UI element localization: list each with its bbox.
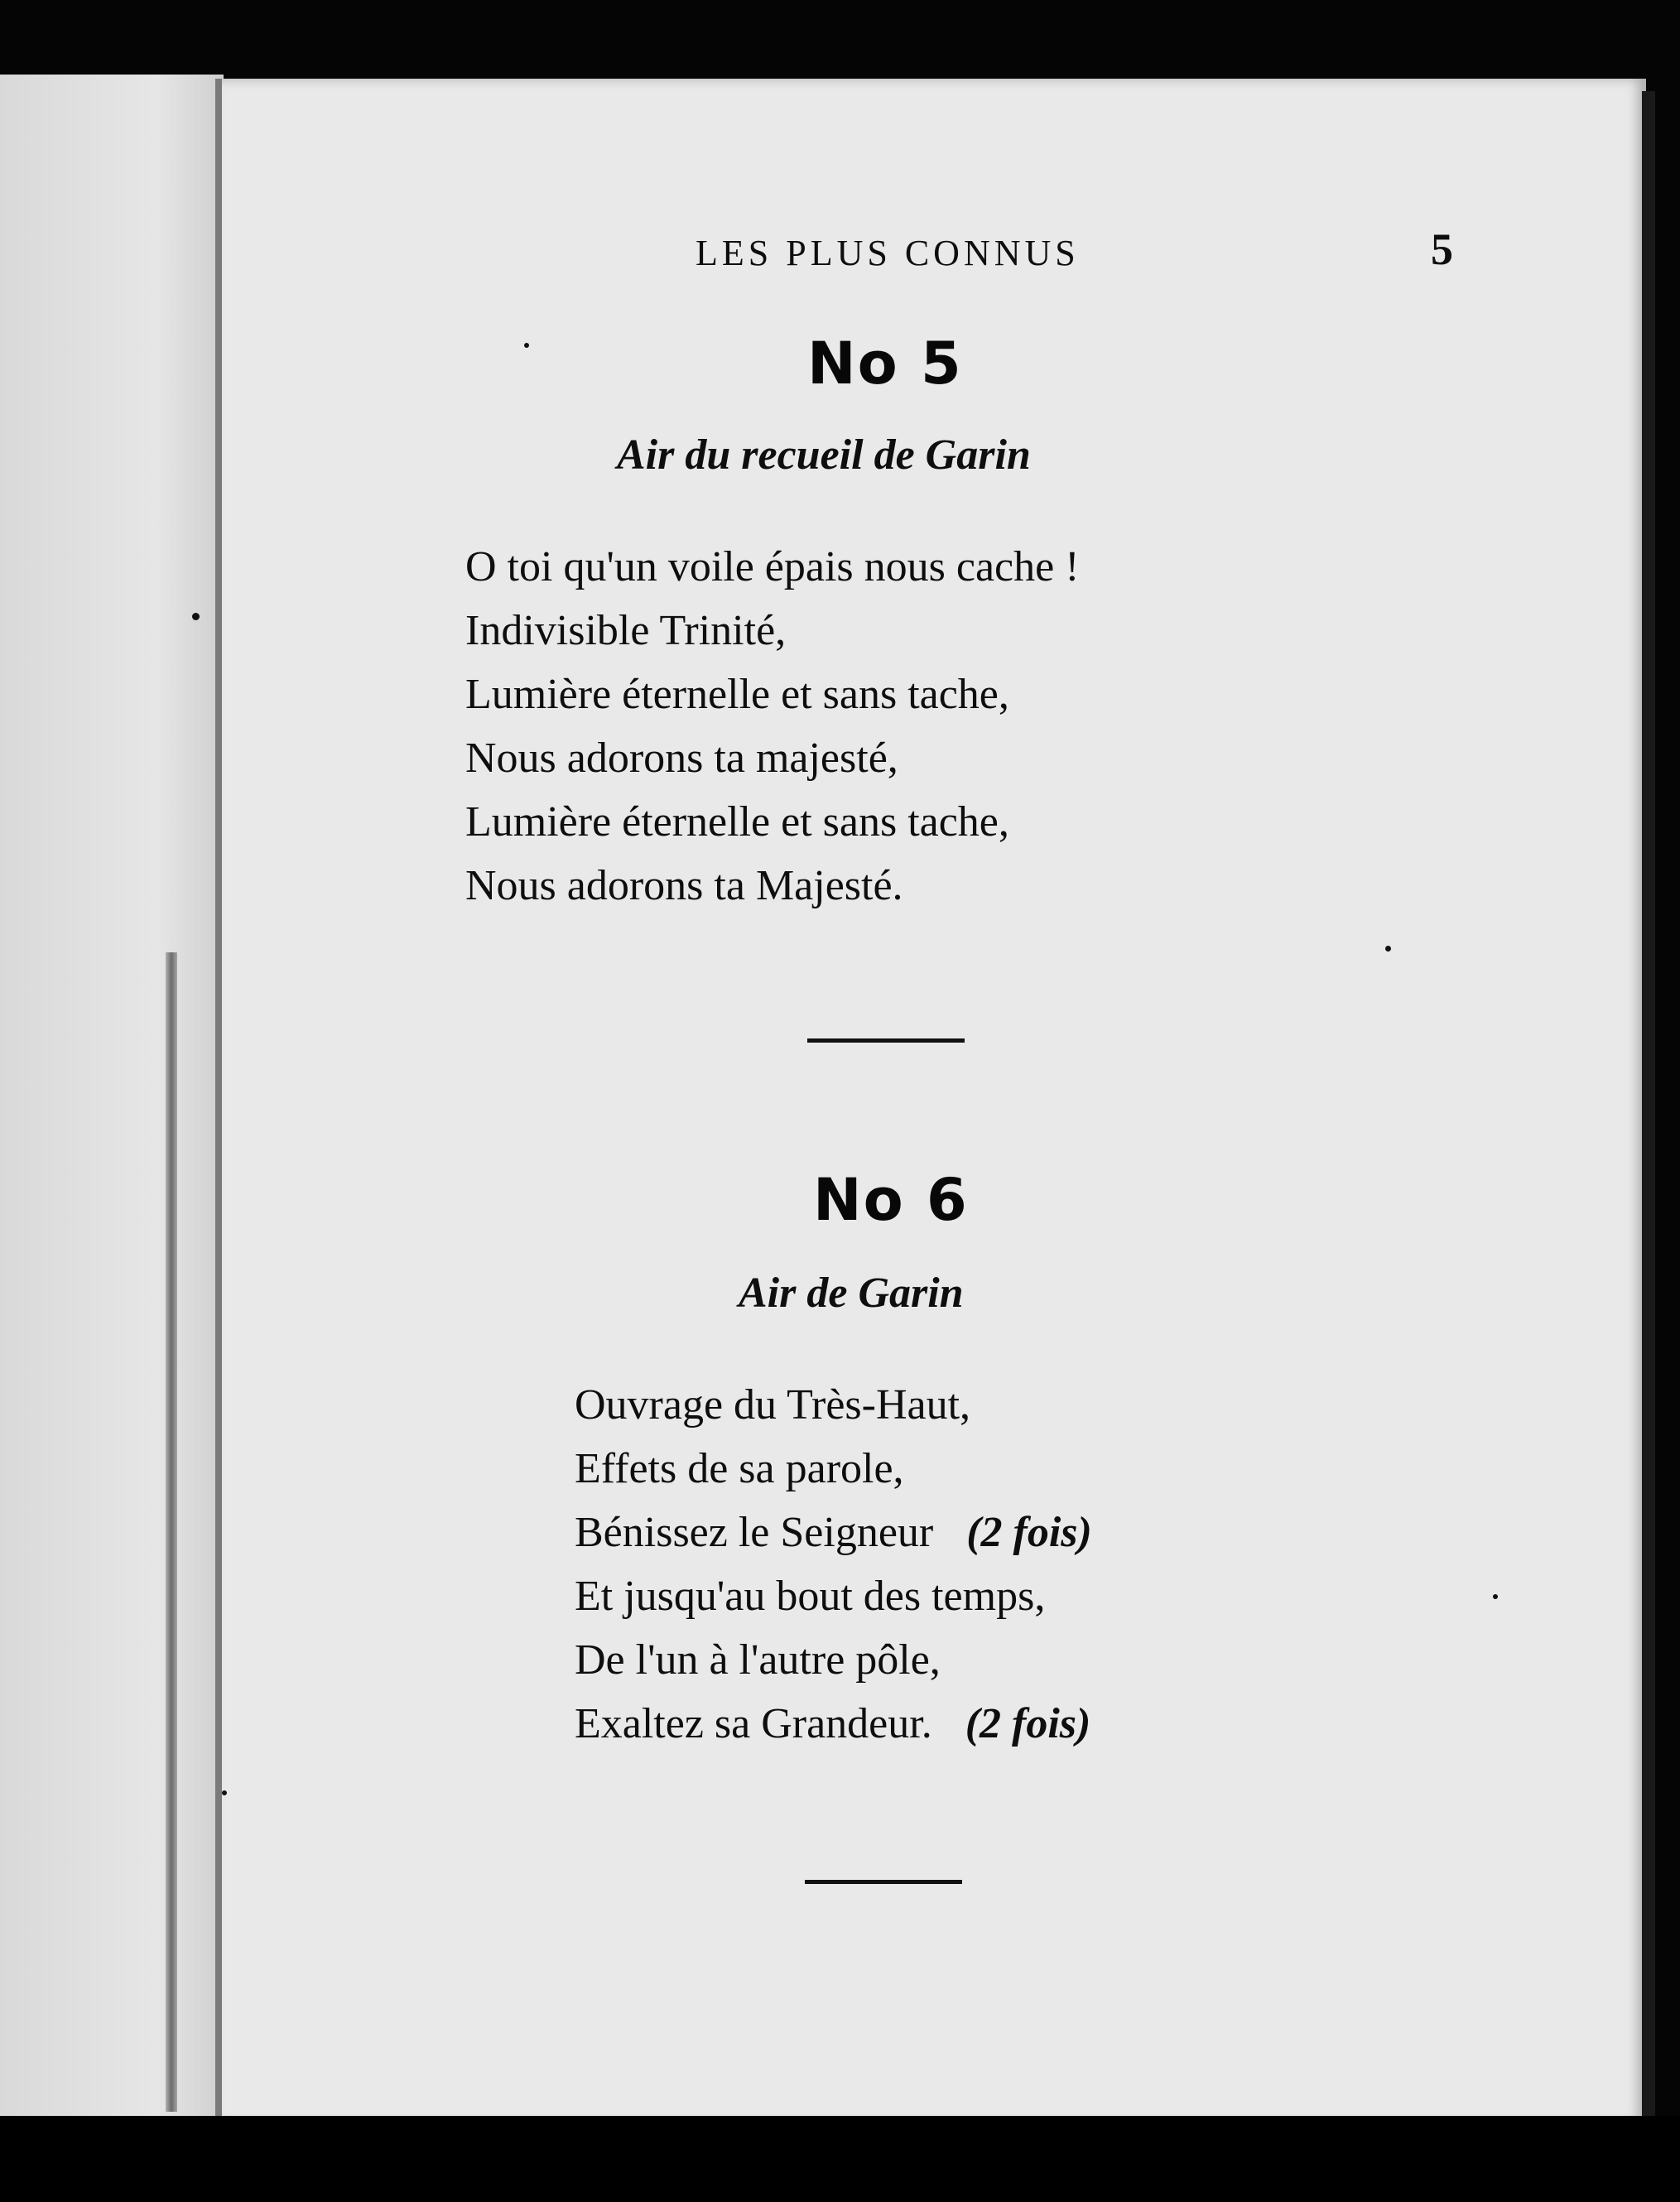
scan-speck — [524, 343, 529, 348]
verse-line: Lumière éternelle et sans tache, — [465, 798, 1009, 846]
verse-line: Et jusqu'au bout des temps, — [575, 1573, 1046, 1620]
hymn-verse — [575, 1373, 1092, 1756]
repeat-mark: (2 fois) — [965, 1700, 1091, 1747]
gutter-shadow — [166, 952, 177, 2112]
verse-line: Ouvrage du Très-Haut, — [575, 1381, 971, 1429]
verse-line: Lumière éternelle et sans tache, — [465, 671, 1009, 718]
scan-speck — [222, 1790, 227, 1795]
scan-speck — [192, 613, 200, 620]
page-number: 5 — [1431, 224, 1453, 274]
verse-line: Nous adorons ta Majesté. — [465, 862, 903, 909]
verse-line: Nous adorons ta majesté, — [465, 735, 898, 782]
page-edge-shadow — [1642, 91, 1655, 2120]
hymn-air-title: Air de Garin — [739, 1270, 964, 1317]
verse-line: Effets de sa parole, — [575, 1445, 904, 1492]
hymn-number-heading: No 5 — [807, 330, 963, 398]
verse-line: De l'un à l'autre pôle, — [575, 1636, 941, 1684]
verse-line-text: Bénissez le Seigneur — [575, 1509, 934, 1556]
repeat-mark: (2 fois) — [966, 1509, 1092, 1556]
scan-speck — [1493, 1594, 1498, 1599]
verse-line-with-repeat — [575, 1692, 1092, 1756]
running-head: LES PLUS CONNUS — [696, 233, 1080, 273]
hymn-air-title: Air du recueil de Garin — [617, 431, 1031, 479]
hymn-verse — [465, 535, 1080, 918]
section-divider — [807, 1038, 965, 1043]
verse-line-with-repeat — [575, 1501, 1092, 1564]
scan-bottom-border — [0, 2116, 1680, 2202]
verse-line: O toi qu'un voile épais nous cache ! — [465, 543, 1080, 590]
verse-line-text: Exaltez sa Grandeur. — [575, 1700, 932, 1747]
scan-speck — [1385, 946, 1391, 952]
facing-page-edge — [0, 75, 224, 2120]
verse-line: Indivisible Trinité, — [465, 607, 787, 654]
section-divider — [805, 1880, 962, 1884]
hymn-number-heading: No 6 — [813, 1166, 969, 1234]
